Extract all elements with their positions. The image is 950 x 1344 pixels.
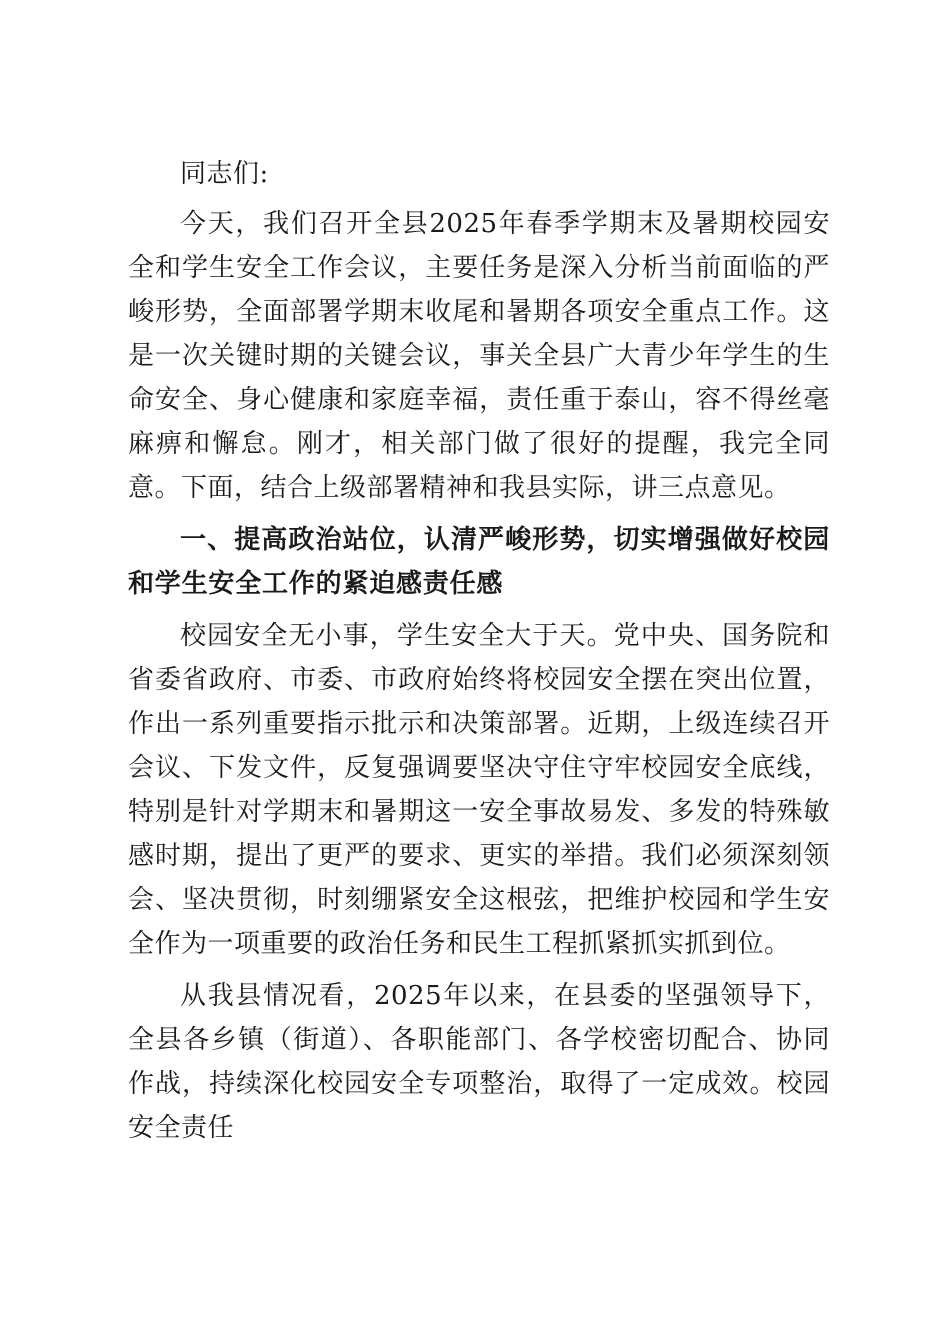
intro-paragraph: 今天，我们召开全县2025年春季学期末及暑期校园安全和学生安全工作会议，主要任务是深入分析当前面临的严峻形势，全面部署学期末收尾和暑期各项安全重点工作。这是一次关键时期的关键会议，事关全县广大青少年学生的生命安全、身心健康和家庭幸福，责任重于泰山，容不得丝毫麻痹和懈怠。刚才，相关部门做了很好的提醒，我完全同意。下面，结合上级部署精神和我县实际，讲三点意见。 (128, 209, 830, 503)
section-1-paragraph-1: 校园安全无小事，学生安全大于天。党中央、国务院和省委省政府、市委、市政府始终将校园安全摆在突出位置，作出一系列重要指示批示和决策部署。近期，上级连续召开会议、下发文件，反复强调要坚决守住守牢校园安全底线，特别是针对学期末和暑期这一安全事故易发、多发的特殊敏感时期，提出了更严的要求、更实的举措。我们必须深刻领会、坚决贯彻，时刻绷紧安全这根弦，把维护校园和学生安全作为一项重要的政治任务和民生工程抓紧抓实抓到位。 (128, 621, 830, 959)
section-1-heading: 一、提高政治站位，认清严峻形势，切实增强做好校园和学生安全工作的紧迫感责任感 (128, 525, 830, 599)
greeting: 同志们: (180, 159, 269, 189)
document-body (128, 152, 830, 1158)
section-1-paragraph-2: 从我县情况看，2025年以来，在县委的坚强领导下，全县各乡镇（街道）、各职能部门、各学校密切配合、协同作战，持续深化校园安全专项整治，取得了一定成效。校园安全责任 (128, 981, 830, 1143)
